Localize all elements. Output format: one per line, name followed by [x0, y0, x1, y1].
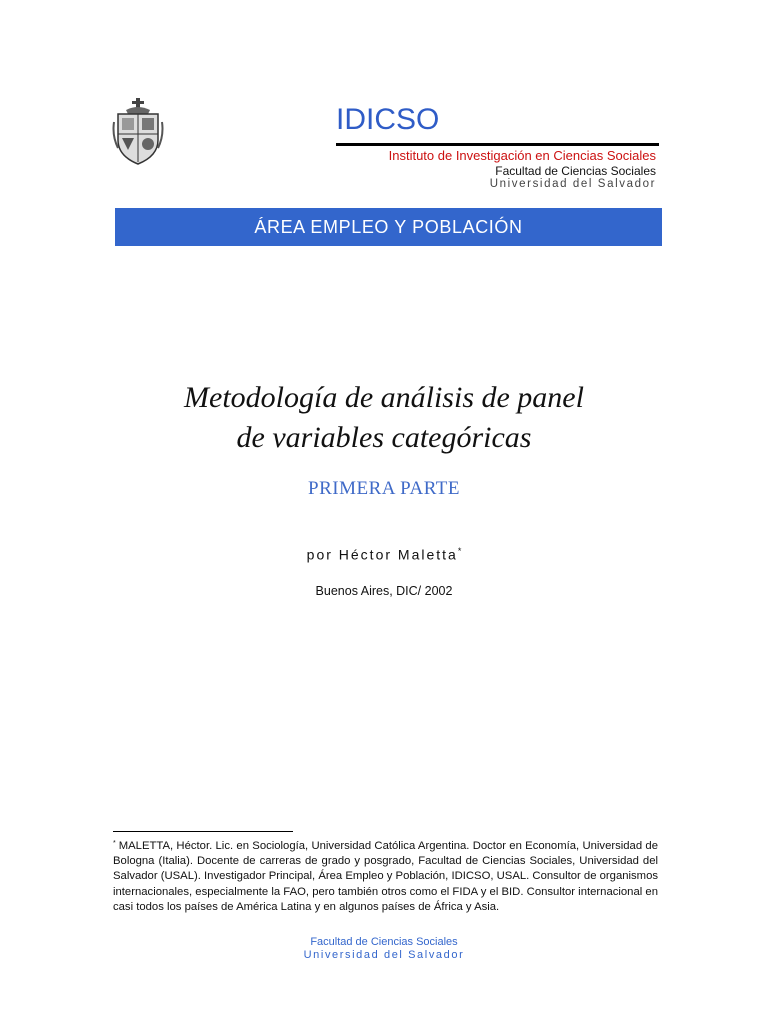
footnote-rule: [113, 831, 293, 832]
header-rule: [336, 143, 659, 146]
author-footnote-mark: *: [457, 546, 462, 556]
document-part: PRIMERA PARTE: [308, 478, 460, 499]
author-name: por Héctor Maletta: [306, 546, 458, 563]
area-banner-label: ÁREA EMPLEO Y POBLACIÓN: [254, 216, 523, 237]
faculty-name: Facultad de Ciencias Sociales: [495, 164, 656, 178]
author-line: [0, 546, 768, 563]
footnote-text: MALETTA, Héctor. Lic. en Sociología, Universidad Católica Argentina. Doctor en Economía, Universidad de Bologna (Italia). Docente de carreras de grado y posgrado, Facultad de Ciencias Sociales, Universidad del Salvador (USAL). Investigador Principal, Área Empleo y Población, IDICSO, USAL. Consultor de organismos internacionales, especialmente la FAO, pero también otros como el FIDA y el BID. Consultor internacional en casi todos los países de América Latina y en algunos países de África y Asia.: [113, 840, 659, 913]
title-line-2: de variables categóricas: [236, 421, 532, 454]
institute-name: Instituto de Investigación en Ciencias Sociales: [388, 148, 656, 163]
place-date: Buenos Aires, DIC/ 2002: [315, 584, 453, 598]
brand-title: IDICSO: [336, 103, 440, 136]
area-banner: [115, 208, 662, 246]
footer-university: Universidad del Salvador: [303, 949, 465, 961]
footnote: [113, 836, 658, 915]
footer-faculty: Facultad de Ciencias Sociales: [310, 936, 458, 948]
crest-emblem-icon: [112, 96, 164, 168]
document-title: [0, 378, 768, 458]
university-name: Universidad del Salvador: [489, 178, 656, 190]
title-line-1: Metodología de análisis de panel: [184, 381, 584, 414]
footnote-mark: *: [113, 840, 116, 847]
university-crest: [112, 96, 164, 168]
